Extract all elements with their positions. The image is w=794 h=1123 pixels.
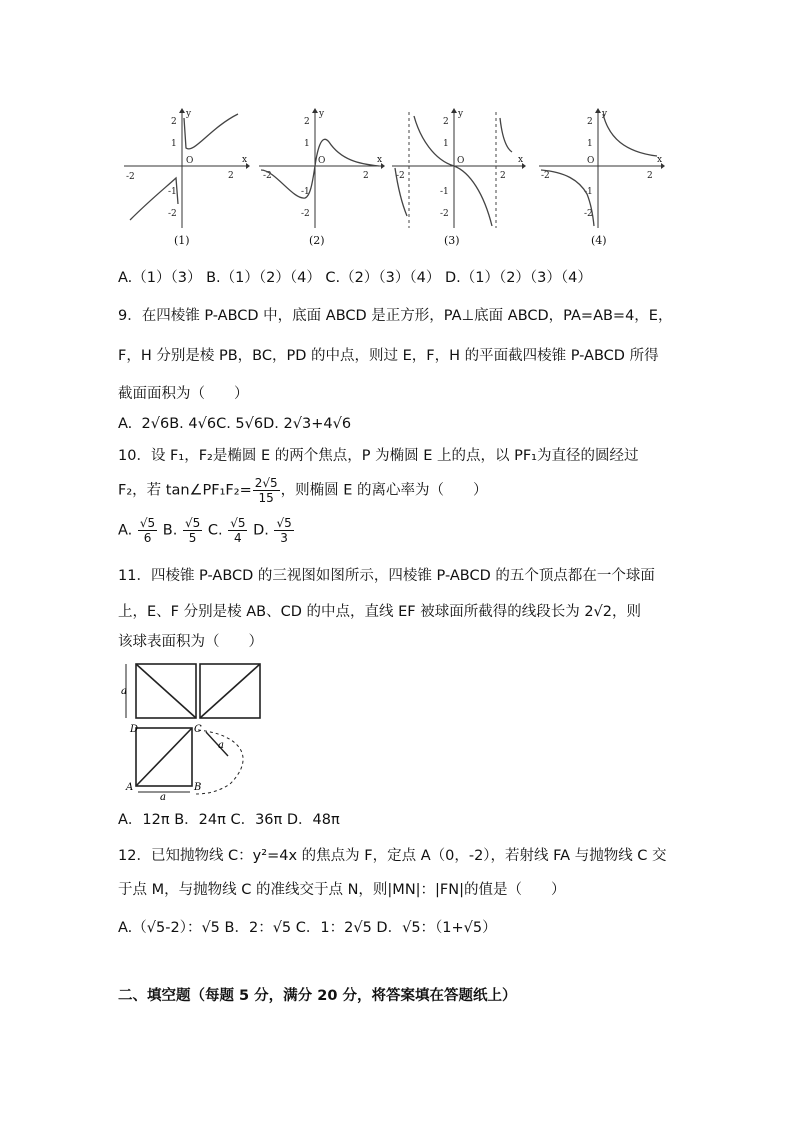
graph-3	[388, 108, 528, 237]
svg-text:y: y	[602, 109, 608, 119]
q9-option-b: 4√6	[188, 416, 217, 432]
svg-text:a: a	[121, 686, 127, 697]
graph-caption-3: (3)	[444, 234, 460, 247]
q11-line2: 上，E、F 分别是棱 AB、CD 的中点，直线 EF 被球面所截得的线段长为 2√2，则	[118, 604, 642, 620]
graph-caption-1: (1)	[174, 234, 190, 247]
svg-text:O: O	[318, 156, 326, 166]
q11-line1: 11．四棱锥 P-ABCD 的三视图如图所示，四棱锥 P-ABCD 的五个顶点都在一个球面	[118, 568, 655, 584]
svg-text:1: 1	[171, 139, 177, 149]
q12-line1: 12．已知抛物线 C：y²=4x 的焦点为 F，定点 A（0，-2），若射线 FA 与抛物线 C 交	[118, 848, 667, 864]
svg-text:2: 2	[587, 117, 593, 127]
svg-text:D: D	[130, 724, 139, 735]
section-2-title: 二、填空题（每题 5 分，满分 20 分，将答案填在答题纸上）	[118, 988, 517, 1004]
svg-text:x: x	[377, 155, 383, 165]
svg-text:1: 1	[304, 139, 310, 149]
q12-line2: 于点 M，与抛物线 C 的准线交于点 N，则|MN|：|FN|的值是（ ）	[118, 882, 566, 898]
graph-1	[120, 108, 250, 237]
svg-text:a: a	[160, 792, 166, 800]
svg-text:C: C	[194, 724, 202, 735]
graph-2	[255, 108, 385, 237]
svg-text:-1: -1	[584, 187, 593, 197]
svg-text:x: x	[242, 155, 248, 165]
svg-text:2: 2	[500, 171, 506, 181]
svg-text:2: 2	[443, 117, 449, 127]
svg-text:-2: -2	[541, 171, 550, 181]
svg-text:-2: -2	[168, 209, 177, 219]
q11-line3: 该球表面积为（ ）	[118, 634, 263, 650]
q8-options: A.（1）（3） B.（1）（2）（4） C.（2）（3）（4） D.（1）（2）（3）（4）	[118, 270, 592, 286]
q9-line1: 9．在四棱锥 P-ABCD 中，底面 ABCD 是正方形，PA⊥底面 ABCD，PA=AB=4，E，	[118, 308, 673, 324]
svg-text:-2: -2	[584, 209, 593, 219]
svg-text:2: 2	[228, 171, 234, 181]
svg-text:y: y	[458, 109, 464, 119]
q9-option-a: 2√6	[141, 416, 170, 432]
svg-text:2: 2	[647, 171, 653, 181]
svg-text:1: 1	[587, 139, 593, 149]
svg-text:-1: -1	[440, 187, 449, 197]
q9-line3: 截面面积为（ ）	[118, 386, 249, 402]
svg-text:O: O	[457, 156, 465, 166]
q12-options: A.（√5-2）：√5 B．2：√5 C．1：2√5 D．√5：（1+√5）	[118, 920, 497, 936]
q10-line1: 10．设 F₁，F₂是椭圆 E 的两个焦点，P 为椭圆 E 上的点，以 PF₁为直径的圆经过	[118, 448, 639, 464]
svg-text:A: A	[126, 782, 134, 793]
q10-options: A. $\frac{√5}{6}$ B. $\frac{√5}{5}$ C. $\frac{√5}{4}$ D. $\frac{√5}{3}$	[118, 516, 292, 545]
svg-text:-1: -1	[301, 187, 310, 197]
svg-text:2: 2	[171, 117, 177, 127]
three-view-figure	[118, 660, 268, 804]
q9-line2: F，H 分别是棱 PB，BC，PD 的中点，则过 E，F，H 的平面截四棱锥 P-ABCD 所得	[118, 348, 659, 364]
q11-options: A．12π B．24π C．36π D．48π	[118, 812, 340, 828]
svg-text:x: x	[657, 155, 663, 165]
graph-caption-2: (2)	[309, 234, 325, 247]
graph-caption-4: (4)	[591, 234, 607, 247]
svg-text:a: a	[218, 740, 224, 751]
svg-text:2: 2	[304, 117, 310, 127]
svg-text:B: B	[194, 782, 202, 793]
svg-text:2: 2	[363, 171, 369, 181]
svg-text:-2: -2	[396, 171, 405, 181]
svg-text:-2: -2	[263, 171, 272, 181]
svg-text:x: x	[518, 155, 524, 165]
svg-text:y: y	[319, 109, 325, 119]
svg-text:-2: -2	[440, 209, 449, 219]
svg-text:O: O	[587, 156, 595, 166]
q10-line2: F₂，若 tan∠PF₁F₂= $\frac{2√5}{15}$ ，则椭圆 E 的离心率为（ ）	[118, 476, 488, 505]
q9-options: A. 2√6B. 4√6C. 5√6D. 2√3+4√6	[118, 416, 352, 432]
svg-text:-1: -1	[168, 187, 177, 197]
svg-text:-2: -2	[126, 172, 135, 182]
q9-option-d: 2√3+4√6	[283, 416, 352, 432]
q9-option-c: 5√6	[235, 416, 264, 432]
svg-text:y: y	[186, 109, 192, 119]
graph-4	[535, 108, 665, 237]
svg-text:-2: -2	[301, 209, 310, 219]
svg-text:O: O	[186, 156, 194, 166]
svg-text:1: 1	[443, 139, 449, 149]
